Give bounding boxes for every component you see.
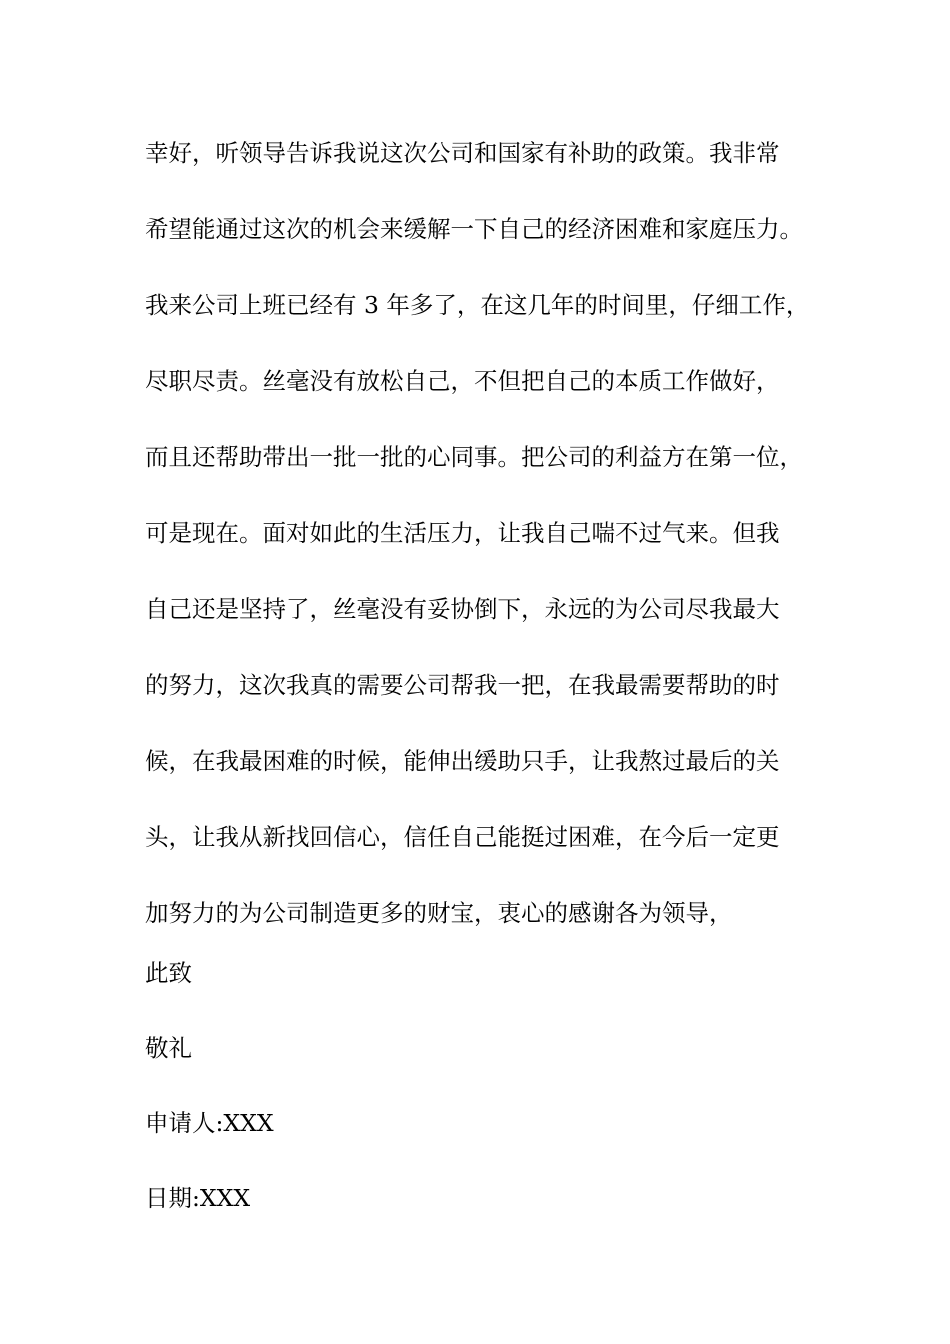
body-line: 可是现在。面对如此的生活压力，让我自己喘不过气来。但我 bbox=[145, 519, 780, 547]
body-line: 而且还帮助带出一批一批的心同事。把公司的利益方在第一位， bbox=[145, 443, 803, 471]
body-line: 尽职尽责。丝毫没有放松自己，不但把自己的本质工作做好， bbox=[145, 367, 780, 395]
date-line: 日期:XXX bbox=[145, 1184, 251, 1212]
salutation-jing-li: 敬礼 bbox=[145, 1034, 192, 1062]
letter-closing bbox=[145, 953, 835, 1253]
applicant-line: 申请人:XXX bbox=[145, 1109, 274, 1137]
body-line: 候，在我最困难的时候，能伸出缓助只手，让我熬过最后的关 bbox=[145, 747, 780, 775]
salutation-ci-zhi: 此致 bbox=[145, 959, 192, 987]
body-line: 自己还是坚持了，丝毫没有妥协倒下，永远的为公司尽我最大 bbox=[145, 595, 780, 623]
body-line: 头，让我从新找回信心，信任自己能挺过困难，在今后一定更 bbox=[145, 823, 780, 851]
body-line: 的努力，这次我真的需要公司帮我一把，在我最需要帮助的时 bbox=[145, 671, 780, 699]
body-line: 希望能通过这次的机会来缓解一下自己的经济困难和家庭压力。 bbox=[145, 215, 803, 243]
body-line: 幸好，听领导告诉我说这次公司和国家有补助的政策。我非常 bbox=[145, 139, 780, 167]
body-line: 我来公司上班已经有 3 年多了，在这几年的时间里，仔细工作， bbox=[145, 291, 810, 319]
letter-body bbox=[145, 133, 835, 969]
body-line: 加努力的为公司制造更多的财宝，衷心的感谢各为领导， bbox=[145, 899, 733, 927]
